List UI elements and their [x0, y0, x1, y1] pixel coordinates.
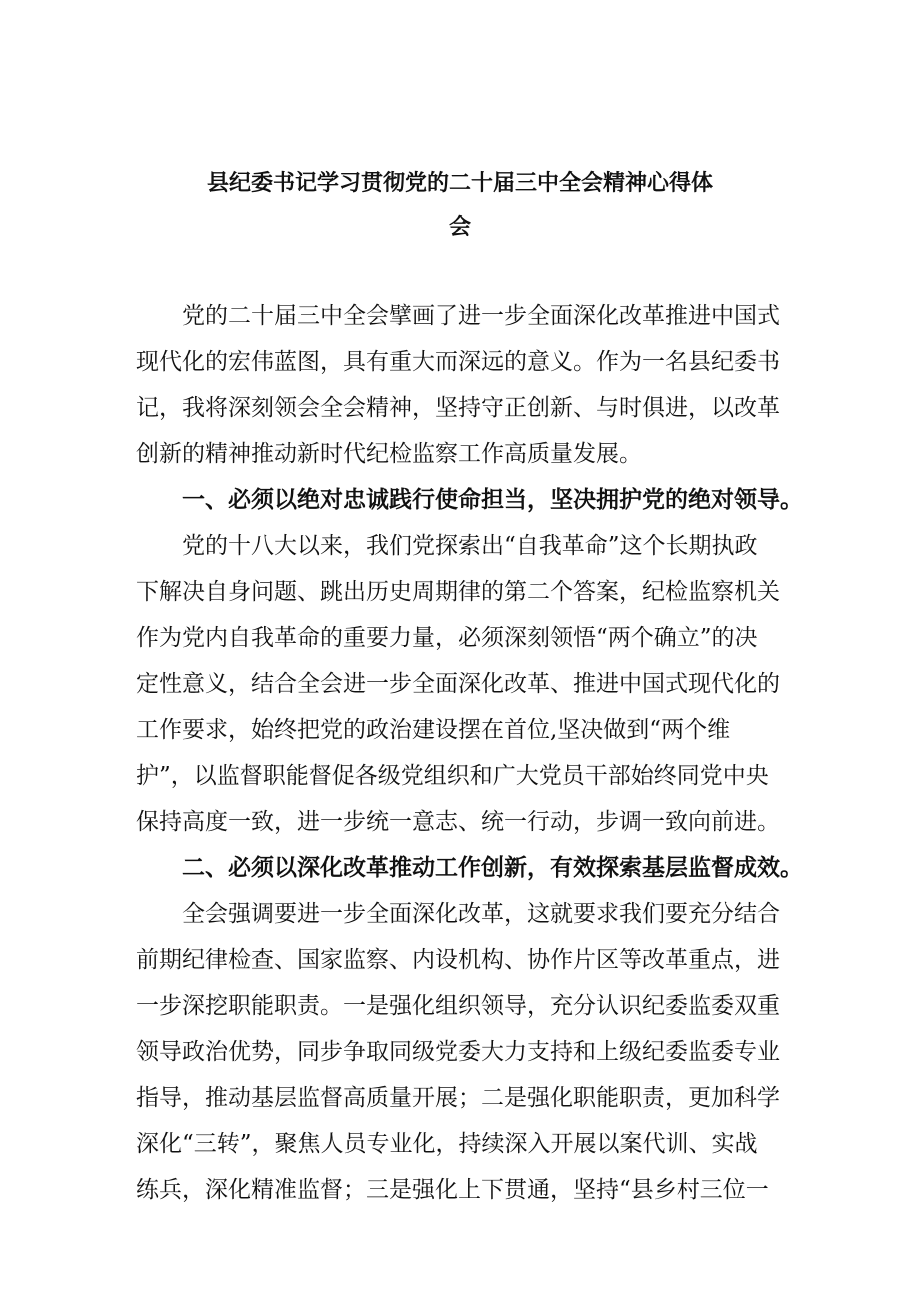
- document-title-line-2: 会: [448, 215, 471, 240]
- paragraph-line: 作为党内自我革命的重要力量，必须深刻领悟“两个确立”的决: [136, 625, 758, 651]
- paragraph-line: 下解决自身问题、跳出历史周期律的第二个答案，纪检监察机关: [136, 579, 780, 605]
- paragraph-line: 现代化的宏伟蓝图，具有重大而深远的意义。作为一名县纪委书: [136, 349, 780, 375]
- paragraph-line: 指导，推动基层监督高质量开展；二是强化职能职责，更加科学: [136, 1085, 780, 1111]
- paragraph-line: 党的十八大以来，我们党探索出“自我革命”这个长期执政: [182, 533, 758, 559]
- paragraph-line: 练兵，深化精准监督；三是强化上下贯通，坚持“县乡村三位一: [136, 1177, 769, 1203]
- paragraph-line: 一步深挖职能职责。一是强化组织领导，充分认识纪委监委双重: [136, 993, 780, 1019]
- paragraph-line: 创新的精神推动新时代纪检监察工作高质量发展。: [136, 441, 642, 467]
- paragraph-line: 工作要求，始终把党的政治建设摆在首位,坚决做到“两个维: [136, 717, 731, 743]
- paragraph-line: 定性意义，结合全会进一步全面深化改革、推进中国式现代化的: [136, 671, 780, 697]
- paragraph-line: 护”，以监督职能督促各级党组织和广大党员干部始终同党中央: [136, 763, 769, 789]
- section-heading-2: 二、必须以深化改革推动工作创新，有效探索基层监督成效。: [182, 855, 803, 881]
- paragraph-line: 深化“三转”，聚焦人员专业化，持续深入开展以案代训、实战: [136, 1131, 758, 1157]
- paragraph-line: 保持高度一致，进一步统一意志、统一行动，步调一致向前进。: [136, 809, 780, 835]
- document-title-line-1: 县纪委书记学习贯彻党的二十届三中全会精神心得体: [206, 171, 713, 196]
- section-heading-1: 一、必须以绝对忠诚践行使命担当，坚决拥护党的绝对领导。: [182, 487, 803, 513]
- paragraph-line: 领导政治优势，同步争取同级党委大力支持和上级纪委监委专业: [136, 1039, 780, 1065]
- paragraph-line: 记，我将深刻领会全会精神，坚持守正创新、与时俱进，以改革: [136, 395, 780, 421]
- paragraph-line: 前期纪律检查、国家监察、内设机构、协作片区等改革重点，进: [136, 947, 780, 973]
- paragraph-line: 全会强调要进一步全面深化改革，这就要求我们要充分结合: [182, 901, 780, 927]
- paragraph-line: 党的二十届三中全会擘画了进一步全面深化改革推进中国式: [182, 303, 780, 329]
